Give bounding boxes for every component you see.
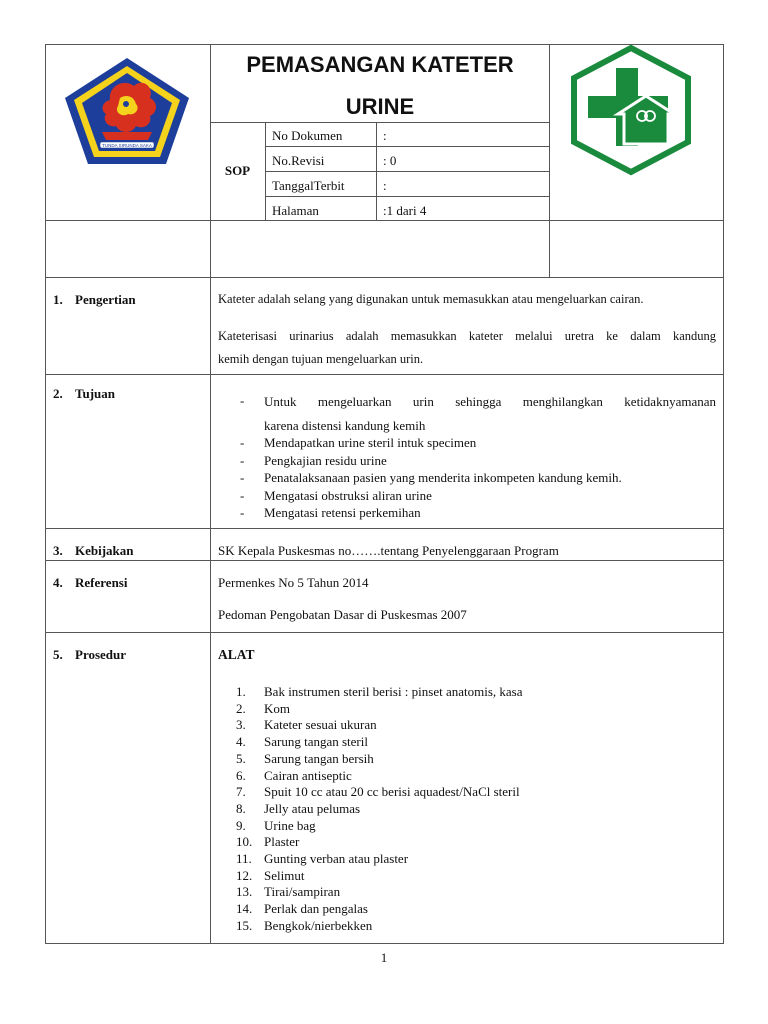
row-divider-2 <box>45 374 724 375</box>
list-item <box>218 452 718 470</box>
meta-value-tanggal-terbit: : <box>383 178 387 193</box>
list-item <box>218 768 718 785</box>
section-number-prosedur: 5. <box>53 647 63 662</box>
list-item <box>218 717 718 734</box>
list-item <box>218 701 718 718</box>
tujuan-bullet-1-marker: - <box>240 393 245 408</box>
list-item-number: 1. <box>236 684 246 699</box>
list-item <box>218 469 718 487</box>
list-item <box>218 684 718 701</box>
meta-row-line-2 <box>265 171 550 172</box>
pengertian-paragraph-2-line-1: Kateterisasi urinarius adalah memasukkan kateter melalui uretra ke dalam kandung <box>218 329 716 343</box>
list-item <box>218 784 718 801</box>
list-item-number: 13. <box>236 884 253 900</box>
list-item-text: Plaster <box>264 834 300 850</box>
tujuan-item-1-line-1: Untuk mengeluarkan urin sehingga menghilangkan ketidaknyamanan <box>264 394 716 409</box>
list-item <box>218 818 718 835</box>
list-item-text: Penatalaksanaan pasien yang menderita inkompeten kandung kemih. <box>264 470 622 485</box>
sop-label: SOP <box>224 163 251 178</box>
list-item-text: Sarung tangan bersih <box>264 750 374 766</box>
pengertian-paragraph-2-line-2: kemih dengan tujuan mengeluarkan urin. <box>218 352 424 366</box>
list-item-text: Urine bag <box>264 817 316 833</box>
section-label-kebijakan: Kebijakan <box>75 543 134 558</box>
tujuan-item-1-line-2: karena distensi kandung kemih <box>264 418 426 433</box>
meta-value-no-revisi: : 0 <box>383 153 397 168</box>
list-item-text: Kom <box>264 700 290 716</box>
section-number-tujuan: 2. <box>53 386 63 401</box>
row-divider-header <box>45 220 724 221</box>
list-item-number: 15. <box>236 917 253 933</box>
meta-value-no-dokumen: : <box>383 128 387 143</box>
pengertian-paragraph-1: Kateter adalah selang yang digunakan untuk memasukkan atau mengeluarkan cairan. <box>218 292 644 306</box>
list-item-text: Tirai/sampiran <box>264 884 341 900</box>
list-item-text: Bak instrumen steril berisi : pinset anatomis, kasa <box>264 684 523 699</box>
list-item <box>218 487 718 505</box>
list-item-number: 6. <box>236 767 246 783</box>
list-item-text: Jelly atau pelumas <box>264 800 361 816</box>
list-item <box>218 918 718 935</box>
list-item-number: 10. <box>236 834 253 850</box>
list-item-number: 3. <box>236 717 246 733</box>
bullet-marker: - <box>240 470 245 485</box>
section-number-referensi: 4. <box>53 575 63 590</box>
list-item-text: Sarung tangan steril <box>264 734 368 750</box>
list-item-text: Gunting verban atau plaster <box>264 851 409 867</box>
row-divider-4 <box>45 560 724 561</box>
list-item-number: 4. <box>236 734 246 750</box>
list-item-number: 11. <box>236 851 252 867</box>
meta-label-no-dokumen: No Dokumen <box>272 128 343 143</box>
list-item <box>218 884 718 901</box>
col-divider-logo <box>549 44 550 277</box>
title-bottom-line <box>210 122 550 123</box>
list-item-number: 12. <box>236 867 253 883</box>
section-number-pengertian: 1. <box>53 292 63 307</box>
border-right <box>723 44 724 944</box>
meta-value-halaman: :1 dari 4 <box>383 203 427 218</box>
list-item <box>218 868 718 885</box>
list-item <box>218 504 718 522</box>
document-title-line1: PEMASANGAN KATETER <box>246 52 514 77</box>
prosedur-heading-alat: ALAT <box>218 647 255 662</box>
list-item-number: 5. <box>236 750 246 766</box>
row-divider-3 <box>45 528 724 529</box>
document-title-line2: URINE <box>345 94 415 119</box>
border-left <box>45 44 46 944</box>
meta-row-line-1 <box>265 146 550 147</box>
section-label-tujuan: Tujuan <box>75 386 115 401</box>
referensi-item-2: Pedoman Pengobatan Dasar di Puskesmas 2007 <box>218 607 467 622</box>
svg-text:TUNDA SIRUNDA SAKA: TUNDA SIRUNDA SAKA <box>102 143 152 148</box>
list-item-number: 14. <box>236 901 253 917</box>
list-item <box>218 901 718 918</box>
bullet-marker: - <box>240 435 245 450</box>
referensi-item-1: Permenkes No 5 Tahun 2014 <box>218 575 369 590</box>
puskesmas-logo <box>566 44 696 176</box>
page-number: 1 <box>380 950 388 965</box>
list-item-text: Mengatasi obstruksi aliran urine <box>264 487 432 503</box>
row-divider-1 <box>45 277 724 278</box>
bullet-marker: - <box>240 487 245 503</box>
list-item-text: Bengkok/nierbekken <box>264 917 373 933</box>
list-item-text: Pengkajian residu urine <box>264 452 387 468</box>
list-item-text: Cairan antiseptic <box>264 767 352 783</box>
list-item-text: Spuit 10 cc atau 20 cc berisi aquadest/NaCl steril <box>264 784 520 800</box>
list-item-text: Mengatasi retensi perkemihan <box>264 505 421 520</box>
section-label-referensi: Referensi <box>75 575 128 590</box>
meta-label-halaman: Halaman <box>272 203 319 218</box>
list-item <box>218 434 718 452</box>
list-item <box>218 734 718 751</box>
bullet-marker: - <box>240 452 245 468</box>
meta-row-line-3 <box>265 196 550 197</box>
alat-list <box>218 684 718 935</box>
list-item-number: 9. <box>236 817 246 833</box>
list-item-number: 8. <box>236 800 246 816</box>
row-divider-5 <box>45 632 724 633</box>
border-bottom <box>45 943 724 944</box>
bullet-marker: - <box>240 505 245 520</box>
list-item-text: Kateter sesuai ukuran <box>264 717 377 733</box>
list-item <box>218 801 718 818</box>
col-divider-main <box>210 44 211 944</box>
section-label-pengertian: Pengertian <box>75 292 136 307</box>
list-item-number: 2. <box>236 700 246 716</box>
section-label-prosedur: Prosedur <box>75 647 127 662</box>
list-item-text: Mendapatkan urine steril intuk specimen <box>264 435 477 450</box>
kebijakan-text: SK Kepala Puskesmas no…….tentang Penyelenggaraan Program <box>218 543 559 558</box>
meta-label-no-revisi: No.Revisi <box>272 153 325 168</box>
list-item-text: Perlak dan pengalas <box>264 901 368 917</box>
meta-label-tanggal-terbit: TanggalTerbit <box>272 178 345 193</box>
regency-emblem-logo <box>62 56 192 168</box>
section-number-kebijakan: 3. <box>53 543 63 558</box>
list-item <box>218 751 718 768</box>
list-item <box>218 851 718 868</box>
list-item-number: 7. <box>236 784 246 800</box>
list-item-text: Selimut <box>264 867 305 883</box>
list-item <box>218 834 718 851</box>
tujuan-list <box>218 434 718 522</box>
